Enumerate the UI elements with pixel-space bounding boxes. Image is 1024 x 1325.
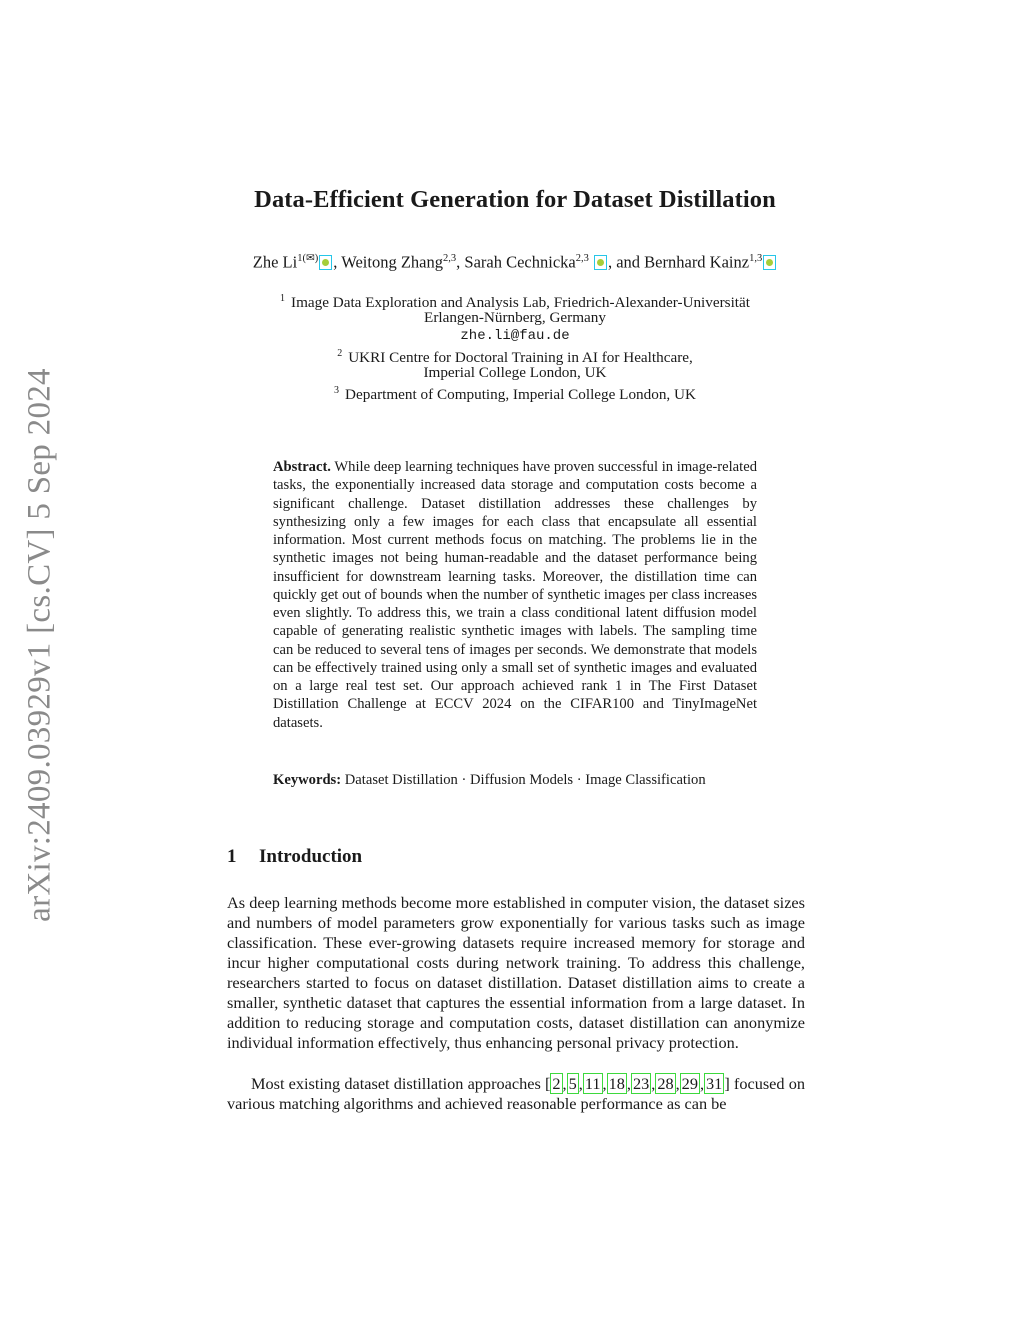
affiliation-text: Department of Computing, Imperial College London, UK [345, 386, 696, 404]
affiliation-text: UKRI Centre for Doctoral Training in AI for Healthcare, [348, 349, 693, 367]
keywords [273, 771, 757, 789]
section-heading [227, 846, 362, 868]
author-name: , Weitong Zhang [333, 252, 444, 272]
citation-link[interactable]: 23 [632, 1074, 650, 1093]
author-affiliation-sup: 1,3 [749, 253, 763, 264]
affiliation-3 [0, 382, 1024, 404]
affiliation-1-line-2: Erlangen-Nürnberg, Germany [424, 308, 606, 326]
intro-paragraph-2: Most existing dataset distillation approaches [ 2 , 5 , 11 , 18 , 23 , 28 , 29 , 31 ] focused on various matching algorithms and achieved reasonable performance as can be [227, 1074, 805, 1113]
paragraph-text: focused on various matching algorithms and achieved reasonable performance as can be [227, 1074, 805, 1113]
orcid-icon[interactable] [594, 255, 607, 270]
abstract-text: While deep learning techniques have proven successful in image-related tasks, the exponentially increased data storage and computation costs become a significant challenge. Dataset distillation addresses these challenges by synthesizing only a few images for each class that encapsulate all essential information. Most current methods focus on matching. The problems lie in the synthetic images not being human-readable and the dataset performance being insufficient for downstream learning tasks. Moreover, the distillation time can quickly get out of bounds when the number of synthetic images per class increases even slightly. To address this, we train a class conditional latent diffusion model capable of generating realistic synthetic images with labels. The sampling time can be reduced to several tens of images per seconds. We demonstrate that models can be effectively trained using only a small set of synthetic images and evaluated on a large real test set. Our approach achieved rank 1 in The First Dataset Distillation Challenge at ECCV 2024 on the CIFAR100 and TinyImageNet datasets. [273, 459, 757, 731]
affiliation-2-line-2: Imperial College London, UK [423, 363, 607, 381]
section-number: 1 [227, 846, 237, 867]
citation-link[interactable]: 29 [681, 1074, 698, 1093]
author-name: , Sarah Cechnicka [456, 252, 576, 272]
section-title: Introduction [259, 846, 363, 867]
citation-link[interactable]: 11 [584, 1074, 601, 1093]
author-affiliation-sup: 1(✉) [297, 253, 319, 264]
affiliation-number: 3 [334, 385, 340, 396]
intro-paragraph-1: As deep learning methods become more established in computer vision, the dataset sizes and numbers of model parameters grow exponentially for various tasks such as image classification. These ever-growing datasets require increased memory for storage and incur higher computational costs during network training. To address this challenge, researchers started to focus on dataset distillation. Dataset distillation aims to create a smaller, synthetic dataset that captures the essential information from a large dataset. In addition to reducing storage and computation costs, dataset distillation can anonymize individual information effectively, thus enhancing personal privacy protection. [227, 893, 805, 1052]
abstract-label: Abstract. [273, 459, 331, 475]
orcid-icon[interactable] [763, 255, 776, 270]
author-name: , and Bernhard Kainz [607, 252, 750, 272]
citation-link[interactable]: 5 [568, 1074, 577, 1093]
affiliation-number: 1 [280, 293, 286, 304]
citation-link[interactable]: 28 [657, 1074, 674, 1093]
arxiv-stamp-text: arXiv:2409.03929v1 [cs.CV] 5 Sep 2024 [21, 368, 58, 922]
author-list [0, 252, 1024, 273]
citation-link[interactable]: 18 [608, 1074, 625, 1093]
affiliation-text: Image Data Exploration and Analysis Lab, Friedrich-Alexander-Universität [291, 294, 750, 312]
author-affiliation-sup: 2,3 [575, 253, 589, 264]
keywords-text: Dataset Distillation · Diffusion Models · Image Classification [344, 772, 706, 788]
author-name: Zhe Li [252, 252, 298, 272]
citation-link[interactable]: 2 [552, 1074, 561, 1093]
paper-title: Data-Efficient Generation for Dataset Distillation [254, 186, 776, 213]
orcid-icon[interactable] [319, 255, 332, 270]
affiliation-number: 2 [337, 348, 343, 359]
abstract [273, 458, 757, 732]
email-link[interactable]: zhe.li@fau.de [460, 328, 570, 344]
paragraph-text: Most existing dataset distillation approaches [251, 1074, 545, 1093]
keywords-label: Keywords: [273, 772, 342, 788]
citation-link[interactable]: 31 [706, 1074, 723, 1093]
author-affiliation-sup: 2,3 [443, 253, 457, 264]
